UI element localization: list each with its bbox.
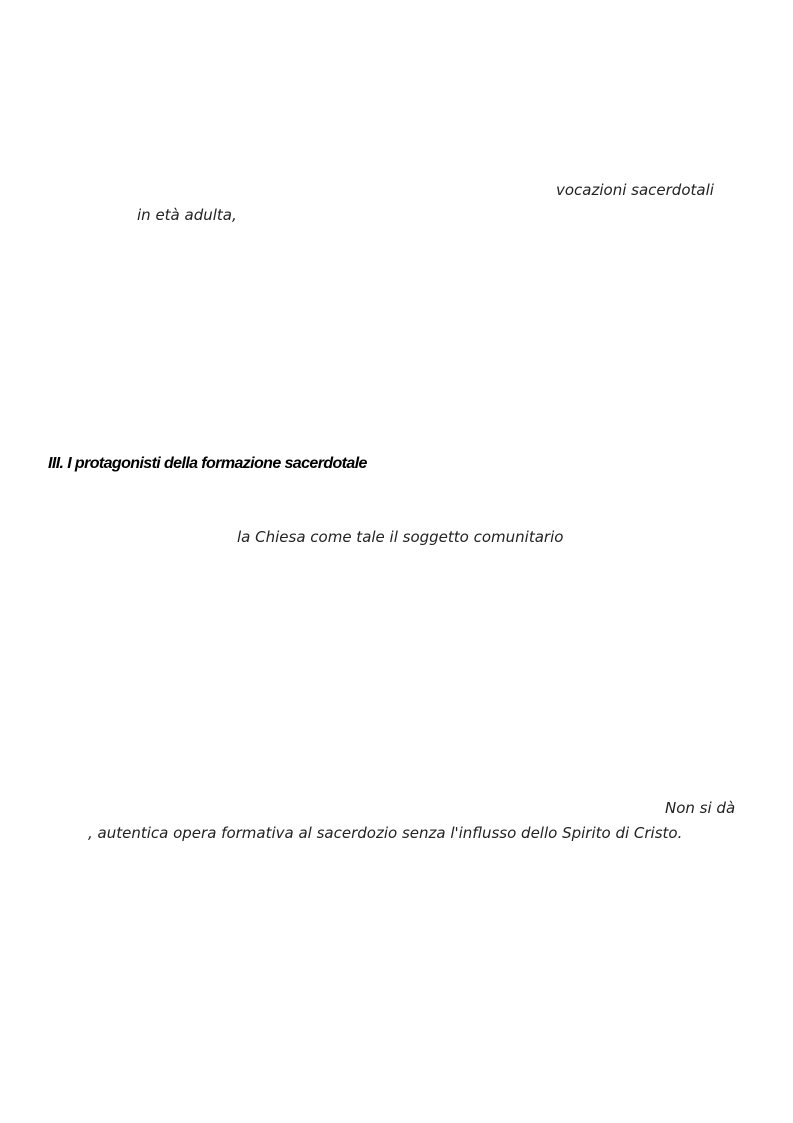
text-fragment-vocazioni-sacerdotali: vocazioni sacerdotali <box>556 181 714 199</box>
text-fragment-chiesa-soggetto: la Chiesa come tale il soggetto comunitario <box>237 528 564 546</box>
text-fragment-non-si-da: Non si dà <box>665 799 736 817</box>
section-heading: III. I protagonisti della formazione sacerdotale <box>48 455 367 472</box>
text-fragment-autentica-opera: , autentica opera formativa al sacerdozio senza l'influsso dello Spirito di Cristo. <box>88 824 683 842</box>
text-fragment-eta-adulta: in età adulta, <box>137 206 237 224</box>
